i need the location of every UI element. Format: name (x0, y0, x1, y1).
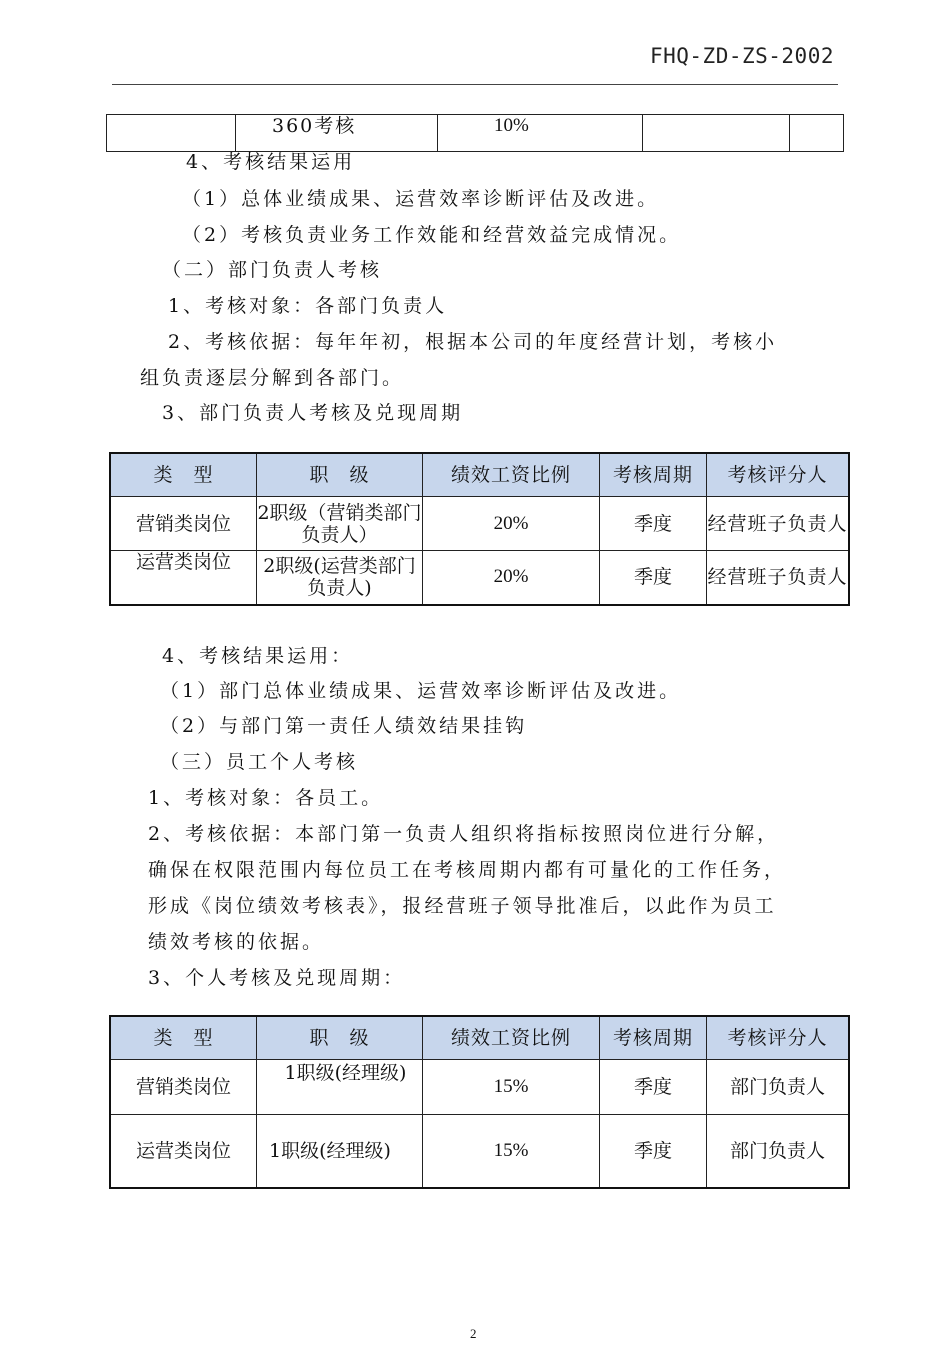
continuation-table (106, 114, 844, 152)
column-header: 考核周期 (600, 453, 707, 497)
column-header: 考核评分人 (707, 453, 850, 497)
table-cell: 季度 (600, 497, 707, 551)
table-cell: 15% (423, 1060, 600, 1115)
column-header: 绩效工资比例 (423, 453, 600, 497)
table-cell: 季度 (600, 551, 707, 605)
employee-table (109, 1015, 850, 1189)
page-number: 2 (470, 1326, 477, 1341)
column-header: 职 级 (257, 1016, 423, 1060)
table-cell: 营销类岗位 (110, 1060, 257, 1115)
assessment-period: 3、部门负责人考核及兑现周期 (162, 402, 464, 424)
table-cell: 20% (423, 497, 600, 551)
header-divider (112, 84, 838, 85)
table-cell: 部门负责人 (707, 1115, 850, 1188)
table-cell: 运营类岗位 (110, 1115, 257, 1188)
column-header: 考核周期 (600, 1016, 707, 1060)
result-item: （1）总体业绩成果、运营效率诊断评估及改进。 (182, 188, 660, 210)
column-header: 考核评分人 (707, 1016, 850, 1060)
assessment-basis: 形成《岗位绩效考核表》，报经营班子领导批准后，以此作为员工 (148, 895, 777, 917)
column-header: 绩效工资比例 (423, 1016, 600, 1060)
table-cell: 经营班子负责人 (707, 497, 850, 551)
table-cell: 运营类岗位 (110, 551, 257, 605)
result-item: （2）与部门第一责任人绩效结果挂钩 (160, 715, 528, 737)
table-row (110, 1115, 849, 1188)
assessment-basis: 组负责逐层分解到各部门。 (140, 367, 405, 389)
result-heading: 4、考核结果运用： (162, 645, 354, 667)
table-cell: 2职级（营销类部门负责人） (257, 497, 423, 551)
result-heading: 4、考核结果运用 (186, 151, 356, 173)
assessment-period: 3、个人考核及兑现周期： (148, 967, 406, 989)
table-row (110, 497, 849, 551)
assessment-basis: 2、考核依据：本部门第一负责人组织将指标按照岗位进行分解， (148, 823, 780, 845)
table-cell: 10% (438, 115, 643, 152)
column-header: 职 级 (257, 453, 423, 497)
table-header-row (110, 1016, 849, 1060)
assessment-basis: 2、考核依据：每年年初，根据本公司的年度经营计划，考核小 (168, 331, 778, 353)
assessment-target: 1、考核对象：各员工。 (148, 787, 384, 809)
section-heading: （二）部门负责人考核 (162, 259, 383, 281)
table-cell: 经营班子负责人 (707, 551, 850, 605)
table-row (110, 551, 849, 605)
department-head-table (109, 452, 850, 606)
table-cell: 部门负责人 (707, 1060, 850, 1115)
table-cell: 15% (423, 1115, 600, 1188)
table-cell: 营销类岗位 (110, 497, 257, 551)
table-cell: 1职级(经理级) (257, 1060, 423, 1115)
table-cell (107, 115, 236, 152)
table-row (107, 115, 844, 152)
table-cell: 2职级(运营类部门负责人) (257, 551, 423, 605)
result-item: （2）考核负责业务工作效能和经营效益完成情况。 (182, 224, 682, 246)
table-header-row (110, 453, 849, 497)
section-heading: （三）员工个人考核 (160, 751, 359, 773)
document-code: FHQ-ZD-ZS-2002 (649, 44, 834, 68)
table-row (110, 1060, 849, 1115)
assessment-target: 1、考核对象：各部门负责人 (168, 295, 448, 317)
table-cell: 季度 (600, 1060, 707, 1115)
table-cell (643, 115, 790, 152)
assessment-basis: 绩效考核的依据。 (148, 931, 325, 953)
table-cell: 1职级(经理级) (257, 1115, 423, 1188)
table-cell: 季度 (600, 1115, 707, 1188)
result-item: （1）部门总体业绩成果、运营效率诊断评估及改进。 (160, 680, 682, 702)
column-header: 类 型 (110, 1016, 257, 1060)
table-cell: 360考核 (236, 115, 438, 152)
table-cell (790, 115, 844, 152)
assessment-basis: 确保在权限范围内每位员工在考核周期内都有可量化的工作任务， (148, 859, 787, 881)
table-cell: 20% (423, 551, 600, 605)
column-header: 类 型 (110, 453, 257, 497)
